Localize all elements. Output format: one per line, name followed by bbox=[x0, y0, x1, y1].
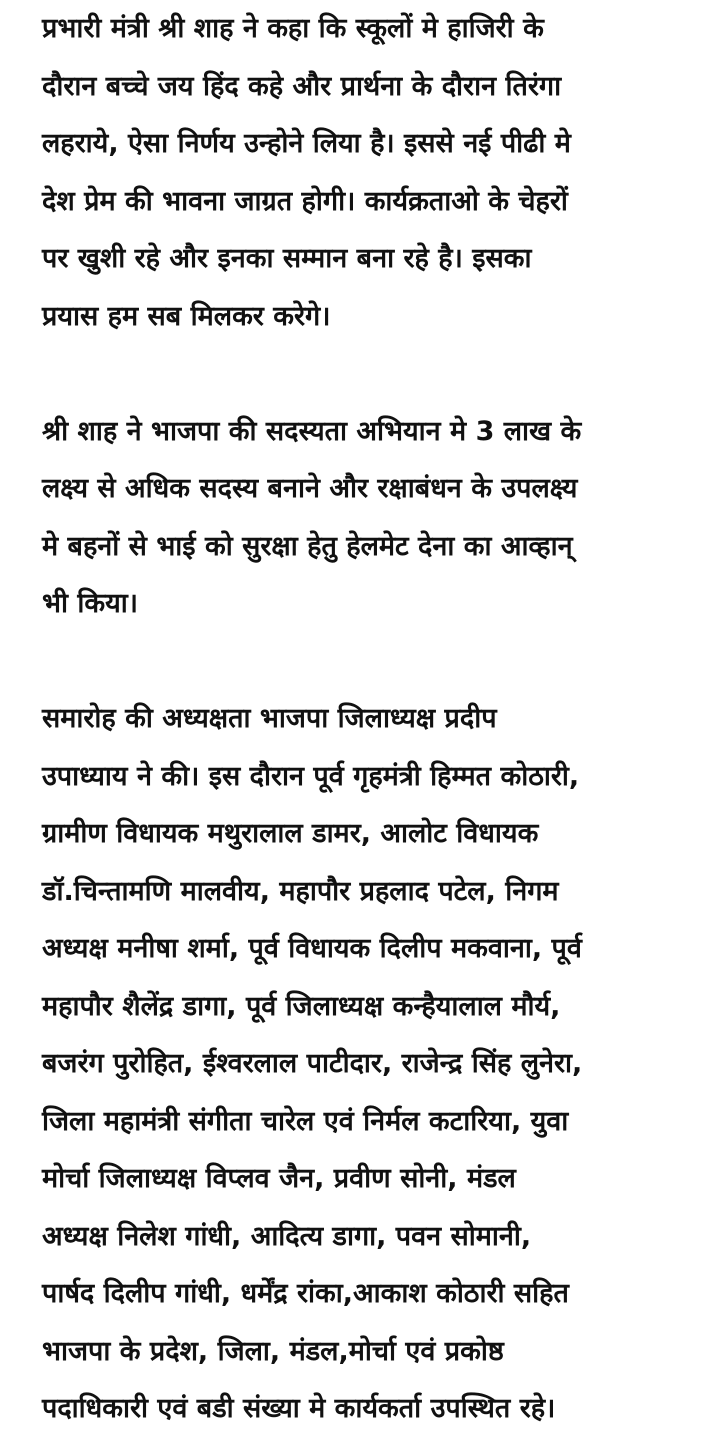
text-line: प्रयास हम सब मिलकर करेगे। bbox=[42, 300, 331, 332]
text-line: लक्ष्य से अधिक सदस्य बनाने और रक्षाबंधन के उपलक्ष्य bbox=[42, 473, 578, 504]
text-line: समारोह की अध्यक्षता भाजपा जिलाध्यक्ष प्रदीप bbox=[42, 703, 497, 734]
text-line: जिला महामंत्री संगीता चारेल एवं निर्मल कटारिया, युवा bbox=[42, 1105, 569, 1137]
text-line: प्रभारी मंत्री श्री शाह ने कहा कि स्कूलों मे हाजिरी के bbox=[42, 13, 544, 44]
text-line: मे बहनों से भाई को सुरक्षा हेतु हेलमेट देना का आव्हान् bbox=[42, 530, 573, 562]
text-line: श्री शाह ने भाजपा की सदस्यता अभियान मे 3 लाख के bbox=[42, 415, 582, 447]
text-line: पार्षद दिलीप गांधी, धर्मेंद्र रांका,आकाश कोठारी सहित bbox=[42, 1278, 569, 1309]
text-line: मोर्चा जिलाध्यक्ष विप्लव जैन, प्रवीण सोनी, मंडल bbox=[42, 1163, 516, 1194]
text-line: डॉ.चिन्तामणि मालवीय, महापौर प्रहलाद पटेल, निगम bbox=[42, 875, 559, 907]
text-line: ग्रामीण विधायक मथुरालाल डामर, आलोट विधायक bbox=[42, 818, 539, 849]
text-line: अध्यक्ष निलेश गांधी, आदित्य डागा, पवन सोमानी, bbox=[42, 1220, 532, 1252]
paragraph-spacer bbox=[42, 633, 712, 691]
article-body bbox=[42, 0, 712, 1438]
text-line: उपाध्याय ने की। इस दौरान पूर्व गृहमंत्री हिम्मत कोठारी, bbox=[42, 760, 580, 792]
paragraph-membership bbox=[42, 403, 712, 633]
text-line: लहराये, ऐसा निर्णय उन्होने लिया है। इससे नई पीढी मे bbox=[42, 128, 571, 159]
text-line: दौरान बच्चे जय हिंद कहे और प्रार्थना के दौरान तिरंगा bbox=[42, 70, 562, 102]
text-line: अध्यक्ष मनीषा शर्मा, पूर्व विधायक दिलीप मकवाना, पूर्व bbox=[42, 933, 582, 964]
paragraph-speech bbox=[42, 0, 712, 345]
text-line: भाजपा के प्रदेश, जिला, मंडल,मोर्चा एवं प्रकोष्ठ bbox=[42, 1335, 504, 1367]
text-line: भी किया। bbox=[42, 588, 138, 619]
text-line: महापौर शैलेंद्र डागा, पूर्व जिलाध्यक्ष कन्हैयालाल मौर्य, bbox=[42, 990, 561, 1022]
text-line: पर खुशी रहे और इनका सम्मान बना रहे है। इसका bbox=[42, 243, 532, 274]
text-line: पदाधिकारी एवं बडी संख्या मे कार्यकर्ता उपस्थित रहे। bbox=[42, 1393, 556, 1424]
text-line: देश प्रेम की भावना जाग्रत होगी। कार्यक्रताओ के चेहरों bbox=[42, 185, 568, 217]
text-line: बजरंग पुरोहित, ईश्वरलाल पाटीदार, राजेन्द्र सिंह लुनेरा, bbox=[42, 1048, 583, 1079]
paragraph-spacer bbox=[42, 345, 712, 403]
paragraph-attendees bbox=[42, 690, 712, 1438]
